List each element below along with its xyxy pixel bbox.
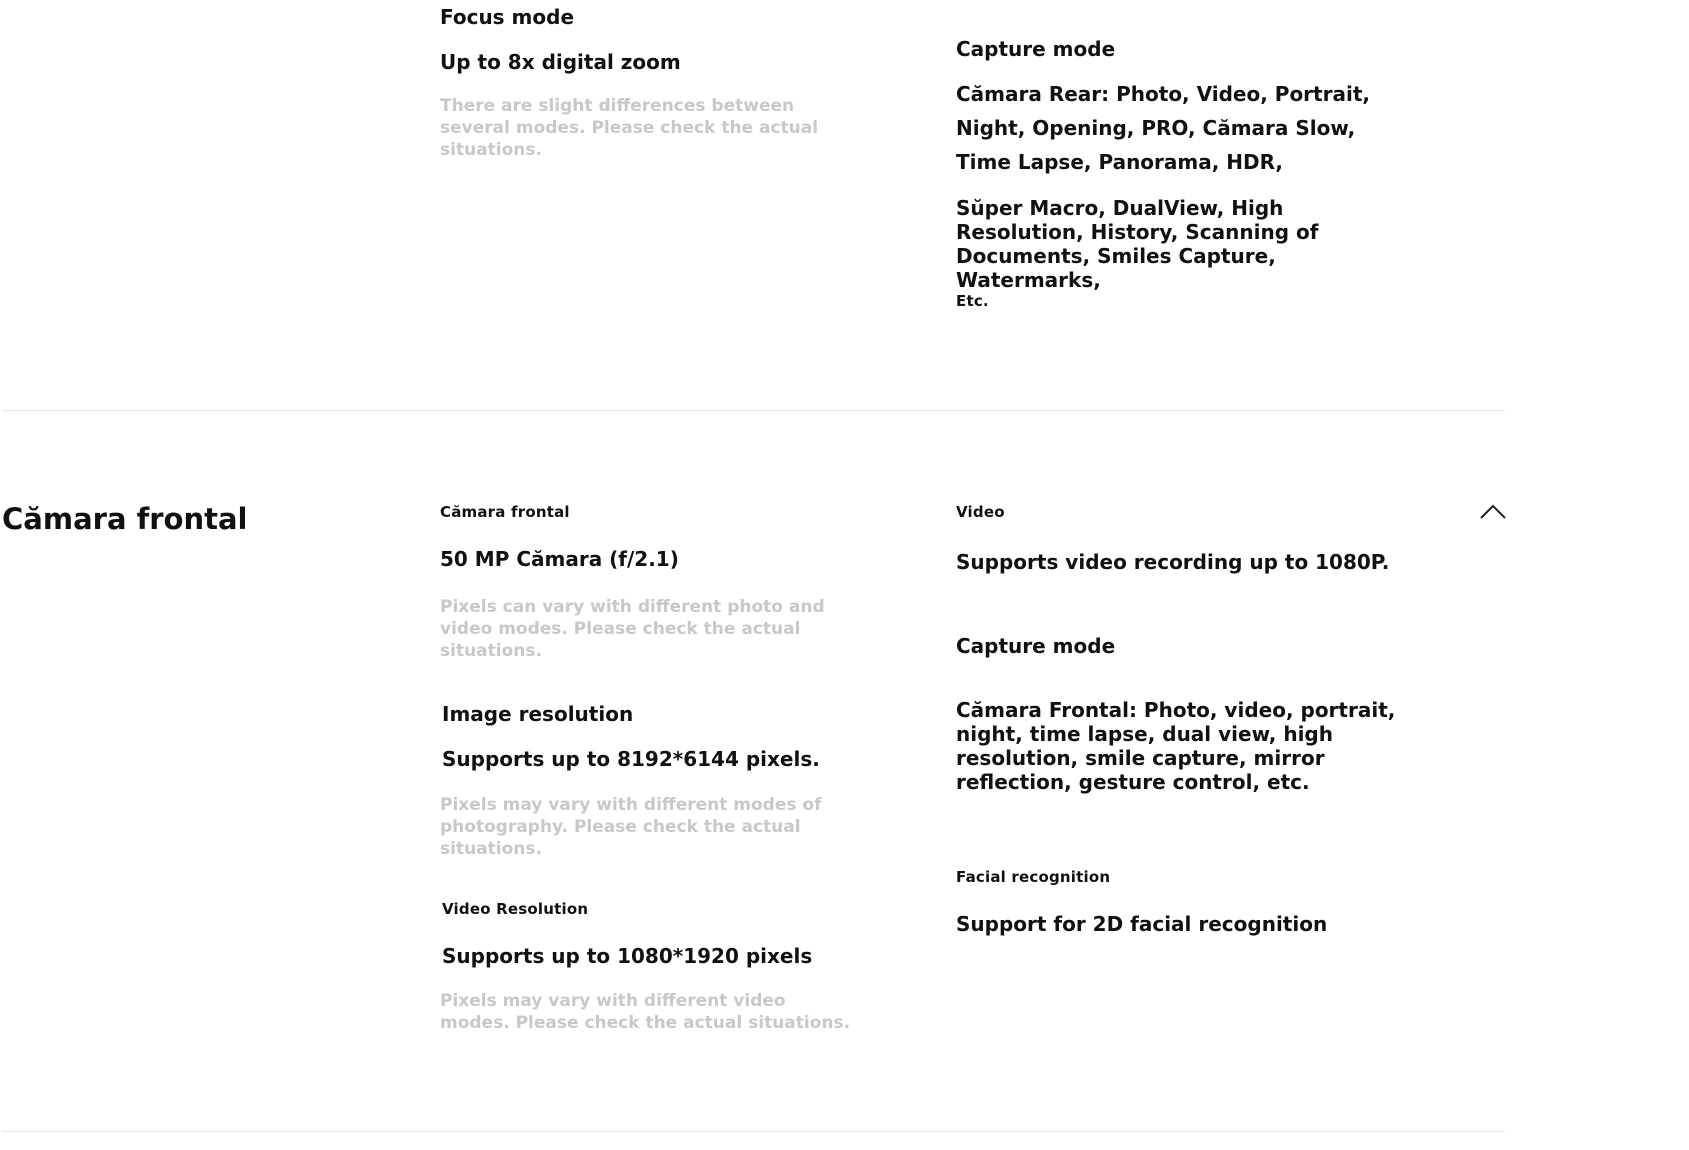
front-capture-mode-value: Cămara Frontal: Photo, video, portrait, night, time lapse, dual view, high resolution, smile capture, mirror reflection, gesture control, etc. [956,698,1396,794]
rear-modes-etc: Etc. [956,292,989,310]
rear-modes-block: Sŭper Macro, DualView, High Resolution, History, Scanning of Documents, Smiles Capture, Watermarks, [956,196,1319,292]
front-capture-mode-title: Capture mode [956,634,1116,658]
front-camera-heading: Cămara frontal [2,502,248,536]
image-resolution-title: Image resolution [442,702,634,726]
image-resolution-note: Pixels may vary with different modes of photography. Please check the actual situations. [440,795,822,859]
facial-recognition-title: Facial recognition [956,868,1111,886]
front-video-value: Supports video recording up to 1080P. [956,550,1390,574]
chevron-up-icon [1479,500,1507,522]
zoom-value: Up to 8x digital zoom [440,50,681,74]
rear-modes-line-1: Cămara Rear: Photo, Video, Portrait, [956,82,1370,106]
front-camera-note: Pixels can vary with different photo and video modes. Please check the actual situations. [440,597,825,661]
section-divider [2,410,1505,411]
image-resolution-value: Supports up to 8192*6144 pixels. [442,747,820,771]
facial-recognition-value: Support for 2D facial recognition [956,912,1328,936]
capture-mode-title: Capture mode [956,37,1116,61]
video-resolution-title: Video Resolution [442,900,589,918]
section-divider-bottom [2,1131,1505,1132]
rear-modes-line-2: Night, Opening, PRO, Cămara Slow, [956,116,1356,140]
rear-modes-line-3: Time Lapse, Panorama, HDR, [956,150,1284,174]
front-camera-title: Cămara frontal [440,503,570,521]
zoom-note: There are slight differences between several modes. Please check the actual situations. [440,96,819,160]
front-camera-value: 50 MP Cămara (f/2.1) [440,547,679,571]
focus-mode-title: Focus mode [440,5,575,29]
video-resolution-note: Pixels may vary with different video modes. Please check the actual situations. [440,991,851,1033]
front-video-title: Video [956,503,1005,521]
collapse-section-button[interactable] [1479,500,1507,522]
video-resolution-value: Supports up to 1080*1920 pixels [442,944,813,968]
